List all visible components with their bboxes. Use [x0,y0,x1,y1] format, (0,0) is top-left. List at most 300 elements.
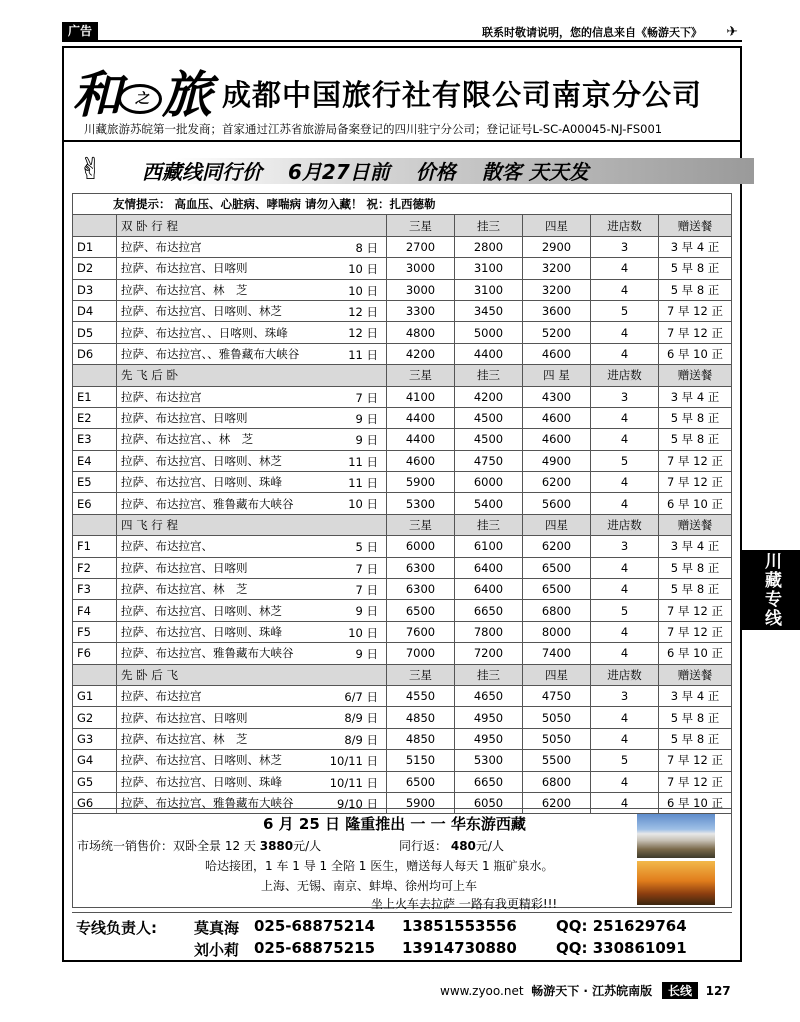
route-days: 7 日 [355,561,378,576]
route-days: 10/11 日 [329,775,378,790]
route-code: G2 [73,707,117,728]
route-name: 拉萨、布达拉宫、 [121,539,213,554]
price-plus3: 6100 [455,536,523,557]
shop-count: 5 [591,750,659,771]
table-row [73,557,732,578]
meal-info: 6 早 10 正 [659,792,732,813]
promo-line-1b [399,837,504,854]
promo-title: 6 月 25 日 隆重推出 一 一 华东游西藏 [263,815,526,833]
route-cell [117,707,387,728]
route-days: 9 日 [355,604,378,619]
route-name: 拉萨、布达拉宫、日喀则、林芝 [121,453,282,468]
meal-info: 3 早 4 正 [659,536,732,557]
price-4star: 6800 [523,771,591,792]
route-days: 7 日 [355,583,378,598]
table-row [73,771,732,792]
route-cell [117,472,387,493]
route-cell [117,536,387,557]
route-code: E6 [73,493,117,514]
route-days: 10 日 [348,262,378,277]
contact-label: 专线负责人: [76,919,157,937]
price-3star: 4850 [387,707,455,728]
price-4star: 2900 [523,236,591,257]
magazine-logo-icon: ✈ [726,24,738,40]
meal-info: 3 早 4 正 [659,236,732,257]
table-row [73,621,732,642]
sub-info: 川藏旅游苏皖第一批发商；首家通过江苏省旅游局备案登记的四川驻宁分公司；登记证号L-SC-A00045-NJ-FS001 [84,122,663,136]
meal-info: 5 早 8 正 [659,407,732,428]
col-header-4star: 四星 [523,514,591,535]
shop-count: 5 [591,300,659,321]
promo-line-1a [77,837,321,854]
route-cell [117,600,387,621]
route-days: 11 日 [348,476,378,491]
table-row [73,493,732,514]
section-name: 双 卧 行 程 [117,215,387,236]
table-row [73,643,732,664]
price-plus3: 4650 [455,685,523,706]
meal-info: 5 早 8 正 [659,557,732,578]
route-cell [117,771,387,792]
victory-hand-icon: ✌ [78,152,104,187]
route-code: G3 [73,728,117,749]
route-cell [117,407,387,428]
route-name: 拉萨、布达拉宫、日喀则、珠峰 [121,774,282,789]
route-cell [117,557,387,578]
shop-count: 3 [591,386,659,407]
promo-line-4: 坐上火车去拉萨 一路有我更精彩!!! [371,897,558,911]
price-3star: 5150 [387,750,455,771]
route-code: D2 [73,258,117,279]
shop-count: 4 [591,707,659,728]
route-name: 拉萨、布达拉宫、日喀则、珠峰 [121,625,282,639]
shop-count: 4 [591,557,659,578]
section-code-cell [73,514,117,535]
route-name: 拉萨、布达拉宫、日喀则 [121,560,248,575]
section-header-row [73,664,732,685]
route-cell [117,386,387,407]
price-plus3: 6650 [455,600,523,621]
route-days: 10 日 [348,283,378,298]
meal-info: 5 早 8 正 [659,258,732,279]
meal-info: 7 早 12 正 [659,472,732,493]
table-row [73,579,732,600]
meal-info: 5 早 8 正 [659,707,732,728]
table-row [73,386,732,407]
route-code: F3 [73,579,117,600]
table-row [73,536,732,557]
col-header-4star: 四星 [523,215,591,236]
price-4star: 6500 [523,579,591,600]
price-plus3: 6050 [455,792,523,813]
price-plus3: 4750 [455,450,523,471]
route-code: D1 [73,236,117,257]
route-days: 12 日 [348,304,378,319]
price-4star: 5050 [523,728,591,749]
meal-info: 7 早 12 正 [659,750,732,771]
notice-row [73,194,732,215]
route-cell [117,579,387,600]
price-plus3: 7200 [455,643,523,664]
shop-count: 4 [591,728,659,749]
shop-count: 4 [591,258,659,279]
route-code: D3 [73,279,117,300]
route-days: 10 日 [348,625,378,640]
meal-info: 7 早 12 正 [659,450,732,471]
table-row [73,407,732,428]
meal-info: 3 早 4 正 [659,386,732,407]
table-row [73,707,732,728]
title-price: 价格 [415,160,456,184]
shop-count: 4 [591,279,659,300]
table-row [73,322,732,343]
shop-count: 4 [591,472,659,493]
promo-line-3: 上海、无锡、南京、蚌埠、徐州均可上车 [261,879,478,893]
price-plus3: 4950 [455,728,523,749]
shop-count: 3 [591,236,659,257]
price-3star: 6500 [387,771,455,792]
route-code: E5 [73,472,117,493]
route-code: E4 [73,450,117,471]
table-row [73,258,732,279]
price-plus3: 4950 [455,707,523,728]
header [72,55,732,124]
route-days: 10/11 日 [329,754,378,769]
meal-info: 6 早 10 正 [659,343,732,364]
promo-market-price-label: 市场统一销售价：双卧全景 12 天 [77,839,256,853]
route-code: F4 [73,600,117,621]
contact-mobile-2: 13914730880 [402,939,517,957]
route-code: E2 [73,407,117,428]
price-3star: 6000 [387,536,455,557]
route-cell [117,493,387,514]
route-cell [117,450,387,471]
col-header-plus3: 挂三 [455,215,523,236]
shop-count: 4 [591,792,659,813]
shop-count: 4 [591,771,659,792]
contact-name-1: 莫真海 [194,919,240,937]
route-name: 拉萨、布达拉宫 [121,239,202,254]
contact-qq-2: QQ: 330861091 [556,939,687,957]
route-days: 9 日 [355,411,378,426]
route-cell [117,343,387,364]
col-header-4star: 四 星 [523,365,591,386]
table-row [73,300,732,321]
col-header-shops: 进店数 [591,514,659,535]
route-name: 拉萨、布达拉宫、雅鲁藏布大峡谷 [121,496,294,511]
route-name: 拉萨、布达拉宫、林 芝 [121,731,248,746]
shop-count: 5 [591,450,659,471]
col-header-plus3: 挂三 [455,664,523,685]
meal-info: 7 早 12 正 [659,621,732,642]
section-header-row [73,215,732,236]
shop-count: 4 [591,407,659,428]
footer [440,982,731,999]
route-days: 9 日 [355,433,378,448]
price-plus3: 2800 [455,236,523,257]
side-tab: 川藏专线 [742,550,800,630]
route-days: 12 日 [348,326,378,341]
route-cell [117,258,387,279]
price-3star: 4400 [387,407,455,428]
section-header-row [73,365,732,386]
meal-info: 6 早 10 正 [659,643,732,664]
route-days: 6/7 日 [344,689,378,704]
price-4star: 6500 [523,557,591,578]
title-text [142,156,615,185]
price-3star: 4800 [387,322,455,343]
route-name: 拉萨、布达拉宫、日喀则 [121,710,248,725]
section-name: 四 飞 行 程 [117,514,387,535]
section-name: 先 飞 后 卧 [117,365,387,386]
price-4star: 6200 [523,792,591,813]
meal-info: 5 早 8 正 [659,728,732,749]
price-plus3: 5000 [455,322,523,343]
route-code: G5 [73,771,117,792]
price-3star: 4400 [387,429,455,450]
brand-char-1: 和 [72,65,118,124]
route-name: 拉萨、布达拉宫、、日喀则、珠峰 [121,325,288,340]
meal-info: 7 早 12 正 [659,300,732,321]
page-number: 127 [705,984,731,998]
price-plus3: 4500 [455,407,523,428]
route-name: 拉萨、布达拉宫、日喀则、林芝 [121,753,282,768]
col-header-plus3: 挂三 [455,514,523,535]
promo-unit-2: 元/人 [475,839,504,853]
price-plus3: 5400 [455,493,523,514]
route-name: 拉萨、布达拉宫、日喀则 [121,411,248,426]
meal-info: 6 早 10 正 [659,493,732,514]
price-4star: 4600 [523,343,591,364]
price-plus3: 4500 [455,429,523,450]
route-cell [117,429,387,450]
meal-info: 5 早 8 正 [659,279,732,300]
contact-tel-2: 025-68875215 [254,939,376,957]
route-days: 7 日 [355,390,378,405]
price-3star: 2700 [387,236,455,257]
meal-info: 7 早 12 正 [659,771,732,792]
ad-label: 广告 [62,22,98,40]
company-name: 成都中国旅行社有限公司南京分公司 [222,78,703,112]
price-3star: 7600 [387,621,455,642]
price-3star: 4200 [387,343,455,364]
top-bar [62,22,742,42]
price-4star: 4300 [523,386,591,407]
route-days: 8/9 日 [344,711,378,726]
price-4star: 3600 [523,300,591,321]
route-code: D5 [73,322,117,343]
promo-unit: 元/人 [293,839,322,853]
route-code: E3 [73,429,117,450]
footer-pub: 畅游天下 · 江苏皖南版 [531,984,653,998]
price-3star: 4850 [387,728,455,749]
price-3star: 3300 [387,300,455,321]
route-days: 5 日 [355,540,378,555]
meal-info: 5 早 8 正 [659,579,732,600]
notice-text: 友情提示： 高血压、心脏病、哮喘病 请勿入藏！ 祝：扎西德勒 [73,194,732,215]
route-cell [117,750,387,771]
table-row [73,685,732,706]
shop-count: 4 [591,621,659,642]
meal-info: 7 早 12 正 [659,600,732,621]
price-3star: 5900 [387,472,455,493]
col-header-meals: 赠送餐 [659,664,732,685]
price-plus3: 7800 [455,621,523,642]
route-cell [117,279,387,300]
col-header-4star: 四星 [523,664,591,685]
price-plus3: 3450 [455,300,523,321]
brand-logo [72,55,208,127]
shop-count: 4 [591,579,659,600]
table-row [73,279,732,300]
route-cell [117,728,387,749]
price-plus3: 3100 [455,258,523,279]
col-header-3star: 三星 [387,664,455,685]
brand-circle: 之 [118,84,162,114]
promo-market-price: 3880 [259,839,294,853]
col-header-meals: 赠送餐 [659,215,732,236]
promo-line-2: 哈达接团，1 车 1 导 1 全陪 1 医生，赠送每人每天 1 瓶矿泉水。 [205,859,554,873]
route-days: 10 日 [348,497,378,512]
price-3star: 4550 [387,685,455,706]
col-header-3star: 三星 [387,215,455,236]
route-name: 拉萨、布达拉宫、、雅鲁藏布大峡谷 [121,346,300,361]
col-header-plus3: 挂三 [455,365,523,386]
shop-count: 4 [591,322,659,343]
table-row [73,472,732,493]
price-3star: 3000 [387,258,455,279]
route-code: G1 [73,685,117,706]
footer-site: www.zyoo.net [440,984,524,998]
route-cell [117,643,387,664]
route-days: 11 日 [348,454,378,469]
table-row [73,600,732,621]
price-3star: 6300 [387,557,455,578]
price-4star: 5500 [523,750,591,771]
section-code-cell [73,664,117,685]
promo-box [72,808,732,911]
route-code: D4 [73,300,117,321]
col-header-3star: 三星 [387,514,455,535]
title-date: 6月27日前 [288,160,390,184]
price-3star: 5300 [387,493,455,514]
price-3star: 3000 [387,279,455,300]
price-plus3: 6400 [455,579,523,600]
col-header-meals: 赠送餐 [659,514,732,535]
price-3star: 4100 [387,386,455,407]
route-code: G4 [73,750,117,771]
title-band [64,152,740,188]
route-cell [117,621,387,642]
route-days: 9/10 日 [337,796,378,811]
price-4star: 4600 [523,429,591,450]
potala-photo [637,814,715,858]
route-name: 拉萨、布达拉宫、林 芝 [121,282,248,297]
route-name: 拉萨、布达拉宫、日喀则、林芝 [121,603,282,618]
route-code: E1 [73,386,117,407]
col-header-3star: 三星 [387,365,455,386]
price-4star: 4900 [523,450,591,471]
price-4star: 6200 [523,472,591,493]
route-cell [117,322,387,343]
route-days: 8/9 日 [344,732,378,747]
price-plus3: 6000 [455,472,523,493]
shop-count: 5 [591,600,659,621]
price-plus3: 4400 [455,343,523,364]
col-header-shops: 进店数 [591,664,659,685]
route-code: F1 [73,536,117,557]
route-name: 拉萨、布达拉宫、日喀则、林芝 [121,304,282,319]
contact-qq-1: QQ: 251629764 [556,917,687,935]
route-code: F6 [73,643,117,664]
route-name: 拉萨、布达拉宫 [121,689,202,704]
price-4star: 7400 [523,643,591,664]
route-name: 拉萨、布达拉宫、、林 芝 [121,432,254,447]
price-3star: 4600 [387,450,455,471]
price-3star: 7000 [387,643,455,664]
shop-count: 4 [591,343,659,364]
table-row [73,728,732,749]
table-row [73,343,732,364]
price-4star: 4600 [523,407,591,428]
route-cell [117,236,387,257]
meal-info: 7 早 12 正 [659,322,732,343]
price-4star: 8000 [523,621,591,642]
price-3star: 5900 [387,792,455,813]
price-4star: 3200 [523,279,591,300]
section-header-row [73,514,732,535]
contact-name-2: 刘小莉 [194,941,240,959]
brand-char-2: 旅 [162,65,208,124]
price-plus3: 3100 [455,279,523,300]
col-header-shops: 进店数 [591,365,659,386]
price-4star: 5050 [523,707,591,728]
price-4star: 5600 [523,493,591,514]
shop-count: 3 [591,685,659,706]
shop-count: 4 [591,493,659,514]
price-4star: 4750 [523,685,591,706]
route-code: G6 [73,792,117,813]
col-header-meals: 赠送餐 [659,365,732,386]
route-days: 8 日 [355,240,378,255]
footer-tag: 长线 [662,982,698,999]
promo-rebate-label: 同行返： [399,839,448,853]
price-4star: 3200 [523,258,591,279]
route-name: 拉萨、布达拉宫、林 芝 [121,582,248,597]
price-3star: 6300 [387,579,455,600]
section-name: 先 卧 后 飞 [117,664,387,685]
contact-section [72,912,732,958]
route-days: 9 日 [355,647,378,662]
route-cell [117,685,387,706]
top-note: 联系时敬请说明，您的信息来自《畅游天下》 [482,26,702,39]
table-row [73,450,732,471]
price-plus3: 5300 [455,750,523,771]
route-cell [117,300,387,321]
price-plus3: 4200 [455,386,523,407]
route-code: D6 [73,343,117,364]
route-name: 拉萨、布达拉宫、日喀则 [121,261,248,276]
shop-count: 3 [591,536,659,557]
price-4star: 6200 [523,536,591,557]
shop-count: 4 [591,429,659,450]
route-code: F2 [73,557,117,578]
route-name: 拉萨、布达拉宫、日喀则、珠峰 [121,475,282,490]
route-days: 11 日 [348,347,378,362]
price-4star: 6800 [523,600,591,621]
title-route: 西藏线同行价 [142,160,262,184]
meal-info: 3 早 4 正 [659,685,732,706]
